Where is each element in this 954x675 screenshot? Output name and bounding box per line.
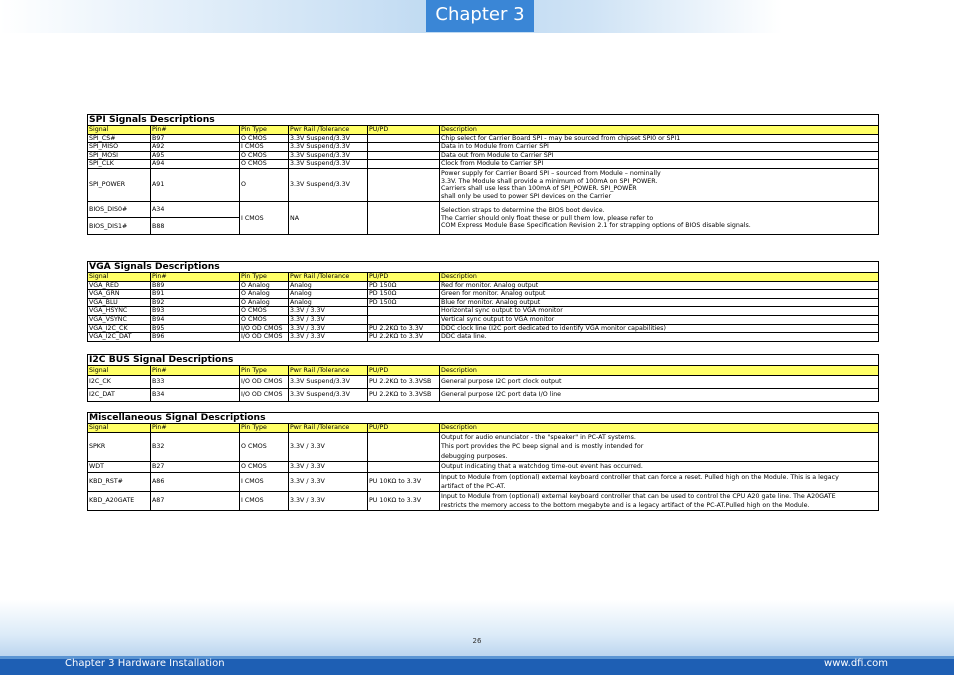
table-header (88, 126, 879, 135)
cell-pupd: PU 10KΩ to 3.3V (368, 492, 440, 511)
vga-title: VGA Signals Descriptions (88, 262, 879, 273)
table-row (88, 160, 879, 169)
col-pupd: PU/PD (368, 273, 440, 282)
cell-pin: B93 (151, 307, 240, 316)
cell-signal: KBD_A20GATE (88, 492, 151, 511)
table-row (88, 281, 879, 290)
cell-pin: A92 (151, 143, 240, 152)
table-header (88, 366, 879, 376)
cell-rail: 3.3V / 3.3V (289, 432, 368, 462)
spi-section (87, 114, 878, 235)
cell-rail: 3.3V Suspend/3.3V (289, 389, 368, 402)
cell-type: I/O OD CMOS (240, 324, 289, 333)
col-description: Description (440, 126, 879, 135)
footer-band (0, 600, 954, 658)
cell-pin: A91 (151, 168, 240, 201)
col-signal: Signal (88, 273, 151, 282)
desc-line: COM Express Module Base Specification Revision 2.1 for strapping options of BIOS disable signals. (441, 222, 751, 230)
cell-rail: 3.3V / 3.3V (289, 473, 368, 492)
col-signal: Signal (88, 424, 151, 433)
cell-pupd (368, 315, 440, 324)
cell-pin: B95 (151, 324, 240, 333)
col-pin-type: Pin Type (240, 126, 289, 135)
cell-signal: VGA_I2C_DAT (88, 333, 151, 342)
cell-pupd (368, 143, 440, 152)
cell-pupd: PD 150Ω (368, 298, 440, 307)
page-number: 26 (472, 637, 482, 645)
cell-rail: 3.3V Suspend/3.3V (289, 376, 368, 389)
cell-pin: B94 (151, 315, 240, 324)
cell-signal: WDT (88, 462, 151, 473)
cell-pin: B88 (151, 218, 240, 235)
misc-table (87, 412, 879, 511)
cell-pin: B33 (151, 376, 240, 389)
cell-desc: Vertical sync output to VGA monitor (440, 315, 879, 324)
desc-line: This port provides the PC beep signal and is mostly intended for (441, 443, 644, 451)
desc-line: Carriers shall use less than 100mA of SPI_POWER. SPI_POWER (441, 185, 637, 193)
cell-pupd (368, 202, 440, 235)
cell-pupd: PU 2.2KΩ to 3.3V (368, 333, 440, 342)
cell-desc: Data out from Module to Carrier SPI (440, 151, 879, 160)
cell-signal: BIOS_DIS1# (88, 218, 151, 235)
cell-rail: 3.3V / 3.3V (289, 333, 368, 342)
cell-pin: A34 (151, 202, 240, 218)
cell-type: O CMOS (240, 432, 289, 462)
cell-desc: Blue for monitor. Analog output (440, 298, 879, 307)
cell-desc: DDC clock line (I2C port dedicated to identify VGA monitor capabilities) (440, 324, 879, 333)
col-description: Description (440, 366, 879, 376)
cell-pupd (368, 432, 440, 462)
i2c-table (87, 354, 879, 402)
misc-title: Miscellaneous Signal Descriptions (88, 413, 879, 424)
cell-pupd: PD 150Ω (368, 281, 440, 290)
table-row (88, 290, 879, 299)
cell-signal: VGA_RED (88, 281, 151, 290)
cell-pin: A86 (151, 473, 240, 492)
desc-line: artifact of the PC-AT. (441, 483, 506, 491)
col-pupd: PU/PD (368, 126, 440, 135)
col-pin-type: Pin Type (240, 424, 289, 433)
cell-signal: SPI_MISO (88, 143, 151, 152)
col-pin: Pin# (151, 366, 240, 376)
table-row (88, 432, 879, 462)
table-row (88, 134, 879, 143)
cell-rail: 3.3V / 3.3V (289, 307, 368, 316)
cell-pupd (368, 151, 440, 160)
cell-signal: KBD_RST# (88, 473, 151, 492)
cell-rail: Analog (289, 298, 368, 307)
cell-type: O CMOS (240, 462, 289, 473)
cell-type: O CMOS (240, 134, 289, 143)
cell-desc: Red for monitor. Analog output (440, 281, 879, 290)
cell-rail: 3.3V Suspend/3.3V (289, 160, 368, 169)
table-row (88, 298, 879, 307)
table-header (88, 424, 879, 433)
cell-pupd (368, 307, 440, 316)
cell-signal: VGA_BLU (88, 298, 151, 307)
cell-type: I/O OD CMOS (240, 376, 289, 389)
cell-pin: B97 (151, 134, 240, 143)
i2c-title: I2C BUS Signal Descriptions (88, 355, 879, 366)
cell-pin: A95 (151, 151, 240, 160)
cell-desc (440, 168, 879, 201)
cell-desc (440, 473, 879, 492)
table-row (88, 168, 879, 201)
spi-title: SPI Signals Descriptions (88, 115, 879, 126)
cell-desc: Clock from Module to Carrier SPI (440, 160, 879, 169)
col-pin: Pin# (151, 126, 240, 135)
footer-chapter-title: Chapter 3 Hardware Installation (65, 658, 225, 669)
table-row (88, 462, 879, 473)
cell-type: O CMOS (240, 151, 289, 160)
cell-desc: Output indicating that a watchdog time-out event has occurred. (440, 462, 879, 473)
i2c-section (87, 354, 878, 402)
cell-pupd (368, 134, 440, 143)
cell-rail: Analog (289, 281, 368, 290)
cell-pin: A87 (151, 492, 240, 511)
chapter-tab: Chapter 3 (426, 0, 534, 32)
col-signal: Signal (88, 126, 151, 135)
cell-type: O (240, 168, 289, 201)
col-pupd: PU/PD (368, 424, 440, 433)
cell-signal: SPI_POWER (88, 168, 151, 201)
col-description: Description (440, 273, 879, 282)
table-row (88, 333, 879, 342)
table-row (88, 315, 879, 324)
table-row (88, 376, 879, 389)
cell-type: I CMOS (240, 473, 289, 492)
table-row (88, 307, 879, 316)
cell-pupd: PU 10KΩ to 3.3V (368, 473, 440, 492)
cell-type: I/O OD CMOS (240, 389, 289, 402)
cell-type: I/O OD CMOS (240, 333, 289, 342)
cell-desc (440, 432, 879, 462)
cell-rail: 3.3V Suspend/3.3V (289, 168, 368, 201)
cell-type: O CMOS (240, 315, 289, 324)
table-row (88, 151, 879, 160)
cell-type: O Analog (240, 290, 289, 299)
cell-pin: B96 (151, 333, 240, 342)
col-pin-type: Pin Type (240, 273, 289, 282)
cell-pupd (368, 168, 440, 201)
cell-pupd (368, 160, 440, 169)
vga-table (87, 261, 879, 342)
desc-line: The Carrier should only float these or pull them low, please refer to (441, 214, 654, 222)
col-pwr-rail: Pwr Rail /Tolerance (289, 273, 368, 282)
cell-pupd: PU 2.2KΩ to 3.3V (368, 324, 440, 333)
cell-type: I CMOS (240, 143, 289, 152)
cell-pin: B89 (151, 281, 240, 290)
cell-rail: 3.3V Suspend/3.3V (289, 143, 368, 152)
cell-signal: I2C_DAT (88, 389, 151, 402)
cell-rail: 3.3V / 3.3V (289, 492, 368, 511)
col-pin: Pin# (151, 273, 240, 282)
desc-line: shall only be used to power SPI devices on the Carrier (441, 192, 612, 200)
cell-type: O CMOS (240, 160, 289, 169)
table-row (88, 143, 879, 152)
table-row (88, 389, 879, 402)
cell-signal: VGA_GRN (88, 290, 151, 299)
desc-line: Power supply for Carrier Board SPI – sourced from Module – nominally (441, 169, 661, 177)
cell-pin: B32 (151, 432, 240, 462)
cell-signal: VGA_I2C_CK (88, 324, 151, 333)
cell-desc (440, 492, 879, 511)
table-header (88, 273, 879, 282)
cell-rail: 3.3V / 3.3V (289, 315, 368, 324)
desc-line: Output for audio enunciator - the "speaker" in PC-AT systems. (441, 433, 636, 441)
cell-desc: General purpose I2C port clock output (440, 376, 879, 389)
cell-signal: SPI_CLK (88, 160, 151, 169)
footer-website: www.dfi.com (824, 658, 888, 669)
cell-pupd: PD 150Ω (368, 290, 440, 299)
spi-table (87, 114, 879, 235)
cell-rail: NA (289, 202, 368, 235)
desc-line: restricts the memory access to the bottom megabyte and is a legacy artifact of the PC-AT.Pulled high on the Module. (441, 502, 810, 510)
cell-signal: SPKR (88, 432, 151, 462)
desc-line: debugging purposes. (441, 452, 508, 460)
cell-rail: 3.3V Suspend/3.3V (289, 134, 368, 143)
col-pwr-rail: Pwr Rail /Tolerance (289, 126, 368, 135)
cell-rail: 3.3V / 3.3V (289, 324, 368, 333)
cell-desc: DDC data line. (440, 333, 879, 342)
cell-pupd (368, 462, 440, 473)
cell-pin: A94 (151, 160, 240, 169)
desc-line: Selection straps to determine the BIOS boot device. (441, 206, 605, 214)
cell-desc: Green for monitor. Analog output (440, 290, 879, 299)
table-row (88, 492, 879, 511)
cell-signal: VGA_HSYNC (88, 307, 151, 316)
col-pin-type: Pin Type (240, 366, 289, 376)
cell-rail: 3.3V Suspend/3.3V (289, 151, 368, 160)
table-row (88, 324, 879, 333)
cell-pin: B92 (151, 298, 240, 307)
col-pwr-rail: Pwr Rail /Tolerance (289, 366, 368, 376)
cell-signal: I2C_CK (88, 376, 151, 389)
cell-type: O Analog (240, 281, 289, 290)
col-pupd: PU/PD (368, 366, 440, 376)
table-row (88, 202, 879, 218)
desc-line: Input to Module from (optional) external keyboard controller that can be used to control the CPU A20 gate line. The A20GATE (441, 493, 836, 501)
desc-line: Input to Module from (optional) external keyboard controller that can force a reset. Pulled high on the Module. This is a legacy (441, 474, 839, 482)
col-pin: Pin# (151, 424, 240, 433)
col-description: Description (440, 424, 879, 433)
cell-signal: SPI_CS# (88, 134, 151, 143)
cell-pin: B34 (151, 389, 240, 402)
cell-pin: B27 (151, 462, 240, 473)
cell-type: O CMOS (240, 307, 289, 316)
cell-desc (440, 202, 879, 235)
cell-type: O Analog (240, 298, 289, 307)
table-row (88, 473, 879, 492)
cell-pupd: PU 2.2KΩ to 3.3VSB (368, 389, 440, 402)
desc-line: 3.3V. The Module shall provide a minimum of 100mA on SPI_POWER. (441, 177, 658, 185)
cell-rail: 3.3V / 3.3V (289, 462, 368, 473)
vga-section (87, 261, 878, 342)
cell-pupd: PU 2.2KΩ to 3.3VSB (368, 376, 440, 389)
cell-desc: Data in to Module from Carrier SPI (440, 143, 879, 152)
cell-type: I CMOS (240, 202, 289, 235)
cell-type: I CMOS (240, 492, 289, 511)
cell-rail: Analog (289, 290, 368, 299)
misc-section (87, 412, 878, 511)
cell-desc: Chip select for Carrier Board SPI - may be sourced from chipset SPI0 or SPI1 (440, 134, 879, 143)
cell-desc: Horizontal sync output to VGA monitor (440, 307, 879, 316)
cell-desc: General purpose I2C port data I/O line (440, 389, 879, 402)
col-signal: Signal (88, 366, 151, 376)
col-pwr-rail: Pwr Rail /Tolerance (289, 424, 368, 433)
cell-pin: B91 (151, 290, 240, 299)
cell-signal: BIOS_DIS0# (88, 202, 151, 218)
cell-signal: VGA_VSYNC (88, 315, 151, 324)
cell-signal: SPI_MOSI (88, 151, 151, 160)
